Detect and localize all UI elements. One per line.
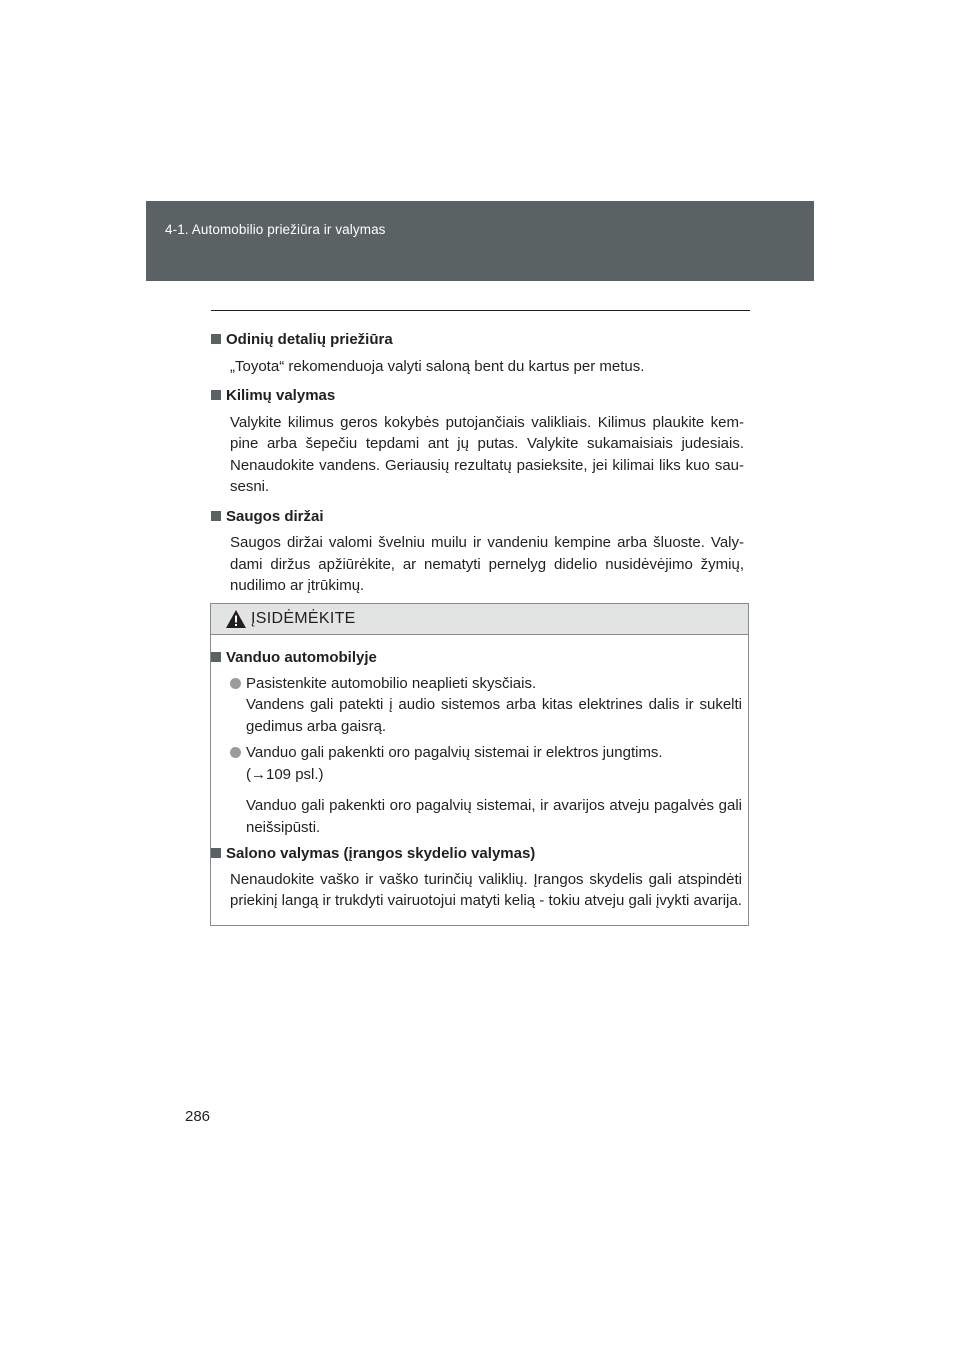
caution-paragraph: Vanduo gali pakenkti oro pagalvių sistemai, ir avarijos atveju pagalvės gali neišsipūsti.	[246, 797, 742, 836]
section-body-carpets: Valykite kilimus geros kokybės putojančiais valikliais. Kilimus plaukite kempine arba šepečiu tepdami ant jų putas. Valykite sukamaisiais judesiais. Nenaudokite vandens. Geriausių rezultatų pasieksite, jei kilimai liks kuo sausesni.	[230, 413, 744, 495]
chapter-title: 4-1. Automobilio priežiūra ir valymas	[165, 222, 386, 237]
caution-section-title: Vanduo automobilyje	[226, 649, 377, 666]
caution-section-title: Salono valymas (įrangos skydelio valymas)	[226, 845, 536, 862]
bullet-text: Vandens gali patekti į audio sistemos arba kitas elektrines dalis ir sukelti gedimus arba gaisrą.	[246, 696, 742, 735]
section-title: Kilimų valymas	[226, 387, 336, 404]
round-bullet-icon	[230, 747, 241, 758]
caution-paragraph: Nenaudokite vaško ir vaško turinčių valiklių. Įrangos skydelis gali atspindėti priekinį langą ir trukdyti vairuotojui matyti kelią - tokiu atveju gali įvykti avarija.	[230, 870, 742, 909]
top-divider	[211, 310, 750, 311]
section-title: Odinių detalių priežiūra	[226, 331, 393, 348]
section-heading-seatbelts	[211, 506, 744, 528]
square-bullet-icon	[211, 334, 221, 344]
page-number: 286	[185, 1108, 211, 1125]
square-bullet-icon	[211, 390, 221, 400]
section-title: Saugos diržai	[226, 507, 324, 525]
square-bullet-icon	[211, 511, 221, 521]
round-bullet-icon	[230, 678, 241, 689]
caution-title: ĮSIDĖMĖKITE	[251, 610, 356, 627]
caution-body	[211, 635, 748, 912]
chapter-header-band	[146, 201, 814, 281]
bullet-text: Vanduo gali pakenkti oro pagalvių sistemai ir elektros jungtims.	[246, 744, 663, 761]
bullet-text: Pasistenkite automobilio neaplieti skysčiais.	[246, 674, 537, 692]
square-bullet-icon	[211, 652, 221, 662]
caution-header	[211, 604, 748, 635]
square-bullet-icon	[211, 848, 221, 858]
caution-heading-interior	[211, 843, 742, 865]
warning-triangle-icon	[225, 609, 247, 629]
page-reference: (→109 psl.)	[246, 765, 324, 783]
caution-box	[210, 603, 749, 926]
caution-heading-water	[211, 647, 742, 669]
caution-bullet	[211, 673, 742, 738]
section-heading-leather	[211, 329, 744, 351]
section-body-leather: „Toyota“ rekomenduoja valyti saloną bent du kartus per metus.	[230, 357, 645, 375]
caution-bullet	[211, 742, 742, 790]
section-heading-carpets	[211, 385, 744, 407]
main-content	[211, 329, 744, 605]
section-body-seatbelts: Saugos diržai valomi švelniu muilu ir vandeniu kempine arba šluoste. Valydami diržus apžiūrėkite, ar nematyti pernelyg didelio nusidėvėjimo žymių, nudilimo ar įtrūkimų.	[230, 534, 744, 594]
